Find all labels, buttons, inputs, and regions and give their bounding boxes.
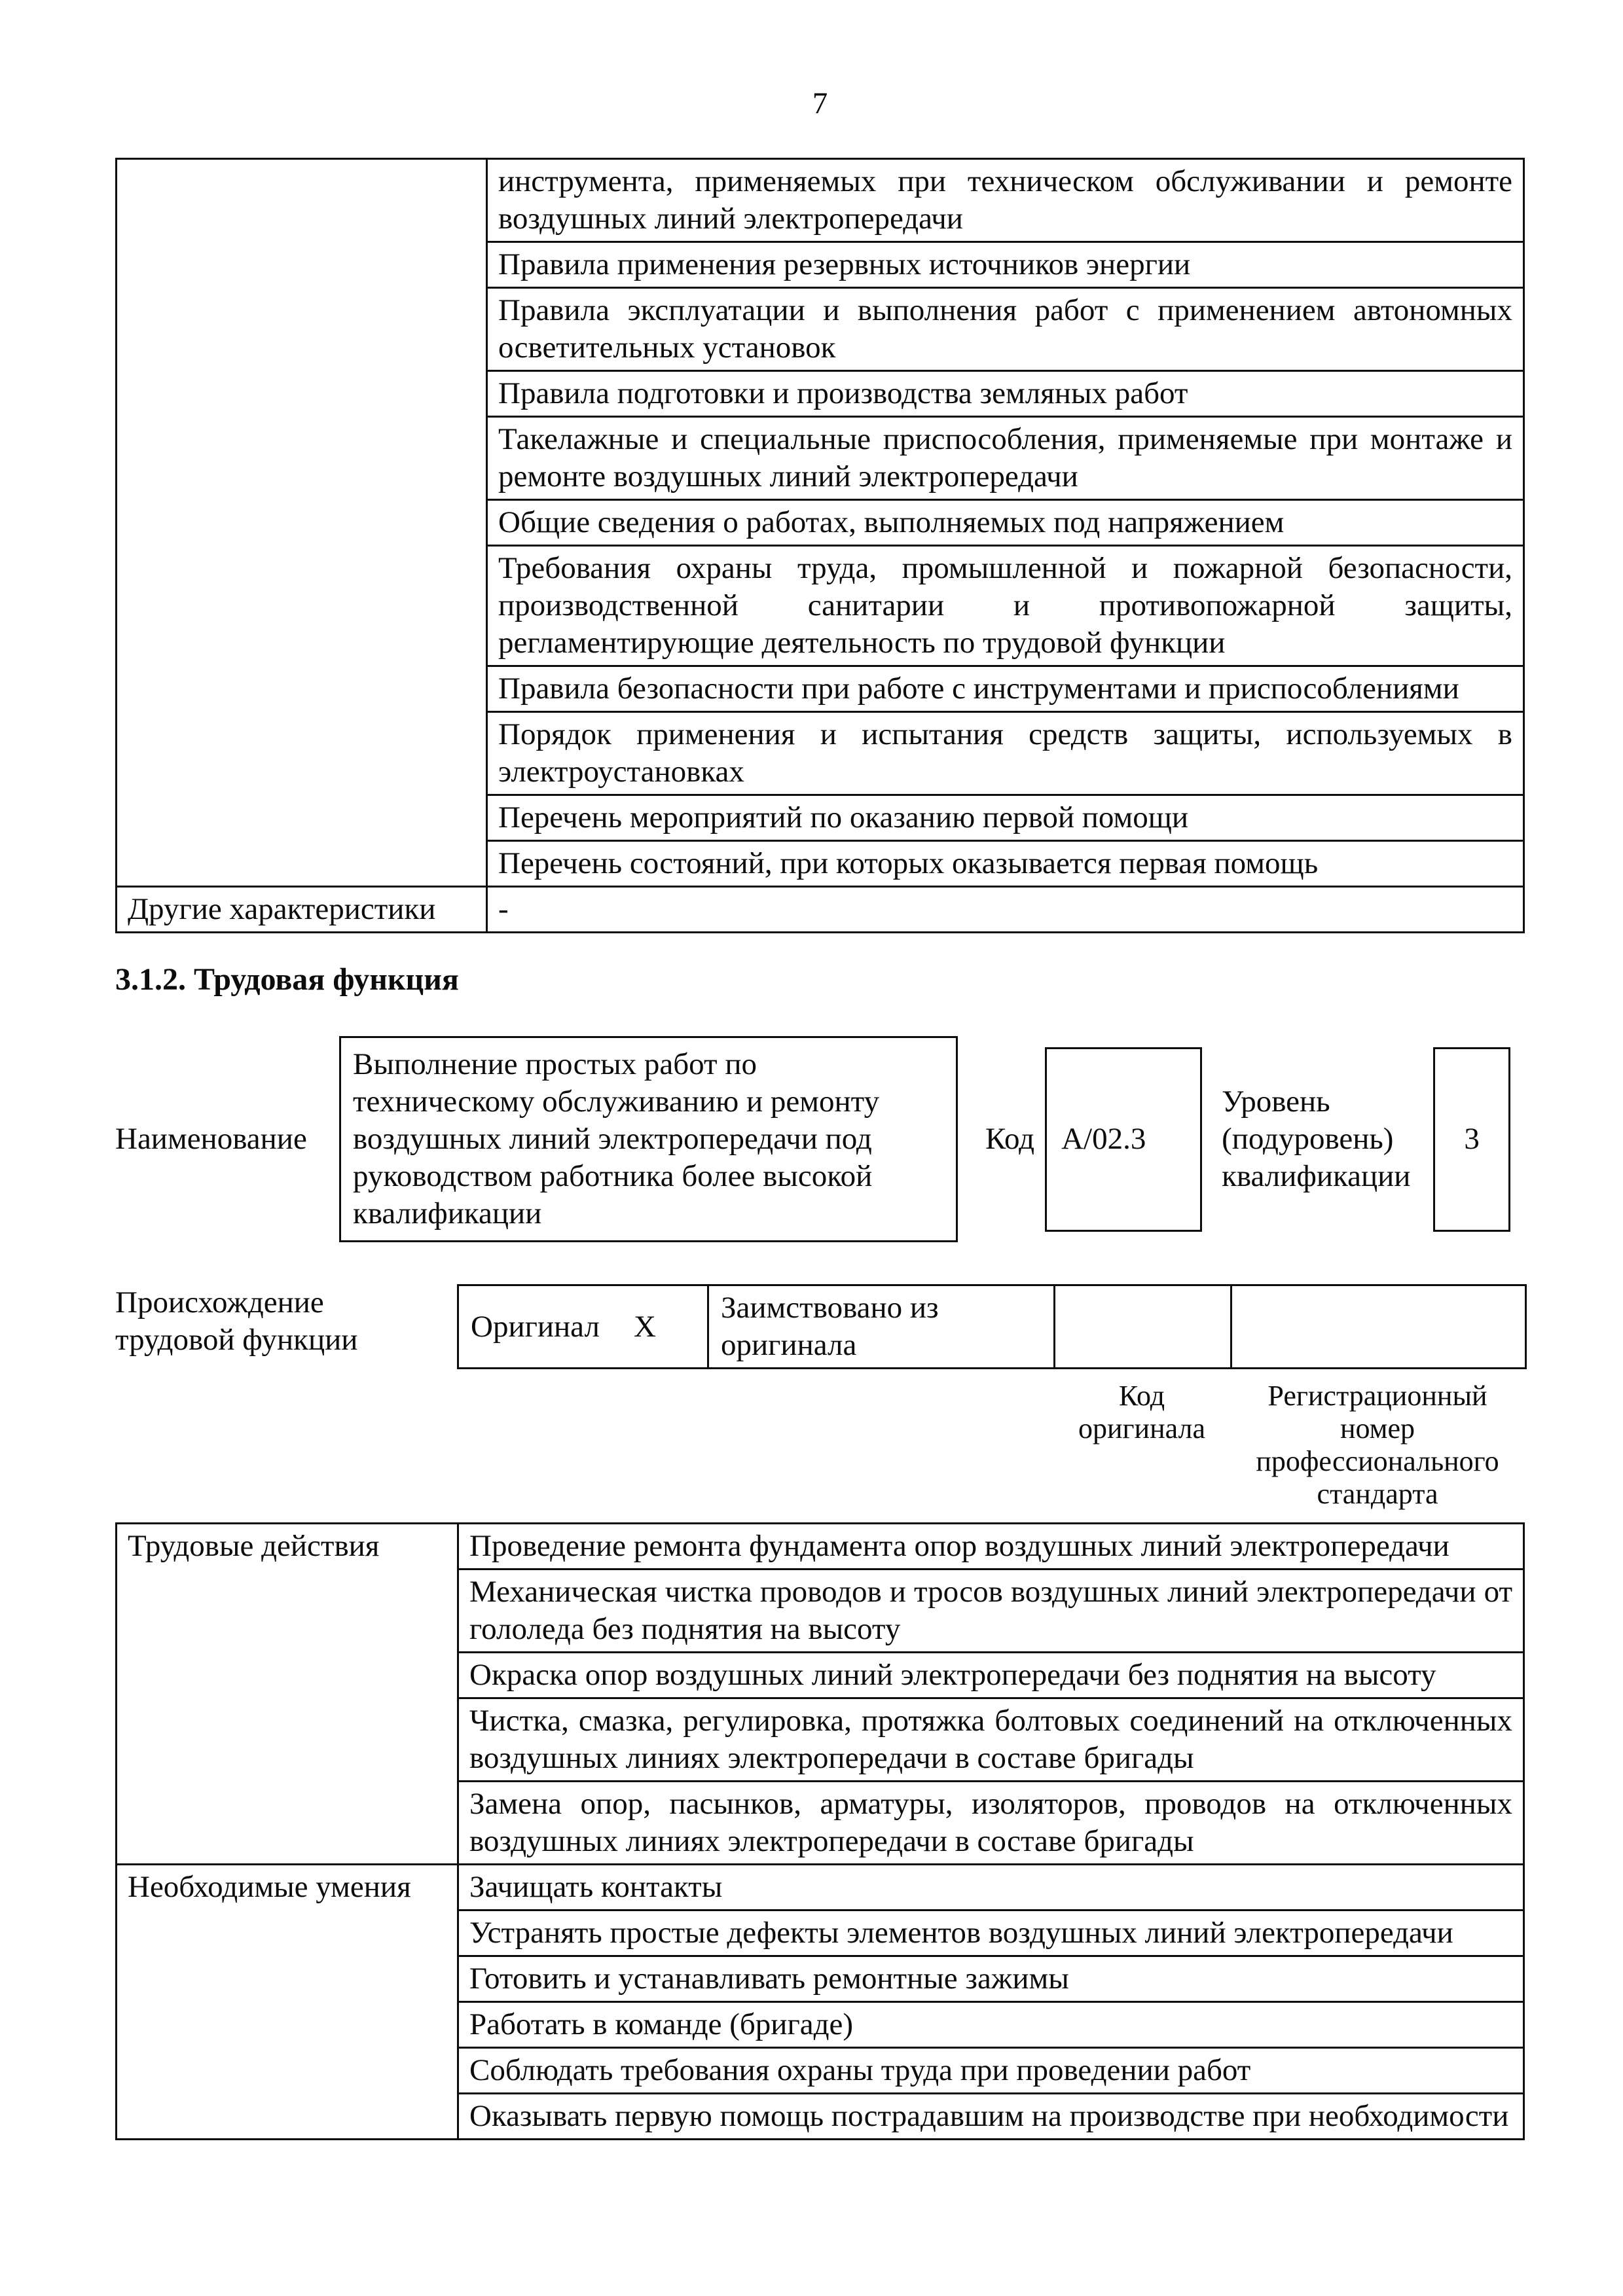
required-skill-row: Оказывать первую помощь пострадавшим на производстве при необходимости: [458, 2094, 1524, 2140]
required-skills-label: Необходимые умения: [117, 1865, 458, 2140]
required-skill-row: Зачищать контакты: [458, 1865, 1524, 1910]
required-skill-row: Готовить и устанавливать ремонтные зажимы: [458, 1956, 1524, 2002]
required-skill-row: Соблюдать требования охраны труда при проведении работ: [458, 2048, 1524, 2094]
origin-original-label: Оригинал: [471, 1309, 600, 1344]
origin-original-cell: [458, 1285, 708, 1369]
origin-table: [457, 1284, 1527, 1369]
origin-block: [115, 1284, 1525, 1369]
knowledge-row: Правила подготовки и производства земляных работ: [487, 371, 1524, 417]
actions-table: [115, 1522, 1525, 2140]
knowledge-row: Правила безопасности при работе с инструментами и приспособлениями: [487, 666, 1524, 712]
labor-action-row: Механическая чистка проводов и тросов воздушных линий электропередачи от гололеда без поднятия на высоту: [458, 1570, 1524, 1653]
function-level-label: Уровень (подуровень) квалификации: [1222, 1085, 1411, 1193]
labor-action-row: Проведение ремонта фундамента опор воздушных линий электропередачи: [458, 1524, 1524, 1570]
function-code-box: А/02.3: [1045, 1047, 1202, 1232]
labor-action-row: Чистка, смазка, регулировка, протяжка болтовых соединений на отключенных воздушных линиях электропередачи в составе бригады: [458, 1698, 1524, 1782]
origin-reg-caption: Регистрационный номер профессионального стандарта: [1256, 1380, 1499, 1510]
table-row: [117, 1524, 1524, 1570]
knowledge-row: Перечень состояний, при которых оказывается первая помощь: [487, 841, 1524, 887]
required-skill-row: Устранять простые дефекты элементов воздушных линий электропередачи: [458, 1910, 1524, 1956]
origin-code-caption: Код оригинала: [1078, 1380, 1206, 1444]
page-number: 7: [812, 86, 828, 120]
knowledge-row: Правила применения резервных источников энергии: [487, 242, 1524, 288]
knowledge-label-cell: [117, 159, 487, 887]
origin-reg-cell: [1231, 1285, 1526, 1369]
knowledge-row: Такелажные и специальные приспособления, применяемые при монтаже и ремонте воздушных линий электропередачи: [487, 417, 1524, 500]
labor-action-row: Замена опор, пасынков, арматуры, изоляторов, проводов на отключенных воздушных линиях электропередачи в составе бригады: [458, 1782, 1524, 1865]
knowledge-row: Перечень мероприятий по оказанию первой помощи: [487, 795, 1524, 841]
labor-actions-label: Трудовые действия: [117, 1524, 458, 1865]
function-code-label: Код: [985, 1122, 1035, 1156]
knowledge-row: Правила эксплуатации и выполнения работ с применением автономных осветительных установок: [487, 288, 1524, 371]
knowledge-row: Порядок применения и испытания средств защиты, используемых в электроустановках: [487, 712, 1524, 795]
knowledge-row: Общие сведения о работах, выполняемых под напряжением: [487, 500, 1524, 546]
origin-captions: [1053, 1380, 1525, 1511]
knowledge-row: инструмента, применяемых при техническом обслуживании и ремонте воздушных линий электропередачи: [487, 159, 1524, 242]
required-skill-row: Работать в команде (бригаде): [458, 2002, 1524, 2048]
knowledge-table: [115, 158, 1525, 933]
function-name-label: Наименование: [115, 1122, 307, 1156]
origin-borrowed-cell: Заимствовано из оригинала: [708, 1285, 1055, 1369]
other-characteristics-value: -: [487, 887, 1524, 933]
table-row: [117, 887, 1524, 933]
labor-action-row: Окраска опор воздушных линий электропередачи без поднятия на высоту: [458, 1653, 1524, 1698]
knowledge-row: Требования охраны труда, промышленной и пожарной безопасности, производственной санитарии и противопожарной защиты, регламентирующие деятельность по трудовой функции: [487, 546, 1524, 666]
table-row: [117, 1865, 1524, 1910]
function-name-block: [115, 1036, 1525, 1242]
section-heading: 3.1.2. Трудовая функция: [115, 962, 459, 997]
function-name-box: Выполнение простых работ по техническому обслуживанию и ремонту воздушных линий электропередачи под руководством работника более высокой квалификации: [339, 1036, 958, 1242]
table-row: [117, 159, 1524, 242]
other-characteristics-label: Другие характеристики: [117, 887, 487, 933]
table-row: [458, 1285, 1526, 1369]
origin-original-mark: X: [634, 1309, 656, 1344]
origin-label: Происхождение трудовой функции: [115, 1285, 358, 1357]
origin-code-cell: [1055, 1285, 1231, 1369]
function-level-box: 3: [1433, 1047, 1510, 1232]
